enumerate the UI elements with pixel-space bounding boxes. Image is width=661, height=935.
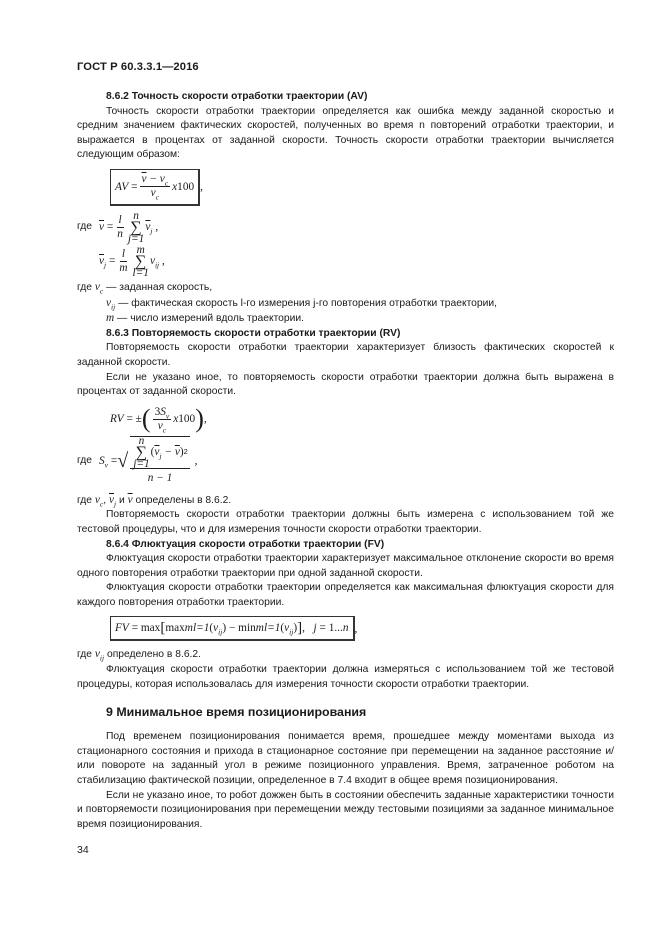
- heading-8-6-2: 8.6.2 Точность скорости отработки траектории (AV): [106, 91, 368, 102]
- definition-vij: $v_{ij}$ — фактическая скорость l-го измерения j-го повторения отработки траектории,: [106, 296, 497, 311]
- paragraph-fv-procedure: Флюктуация скорости отработки траектории должна измеряться с использованием той же тестовой процедуры, которая использовалась для измерения точности скорости отработки траектории.: [77, 664, 614, 690]
- heading-8-6-3: 8.6.3 Повторяемость скорости отработки траектории (RV): [106, 327, 401, 339]
- formula-mean-vj: $\overline{v}_j$ = $\frac{l}{m}$ m ∑ l=1 $v_{ij}$ ,: [99, 243, 165, 279]
- formula-mean-v: где $\overline{v}$ = $\frac{l}{n}$ n ∑ j=1 $\overline{v}_j$ ,: [77, 209, 159, 245]
- definition-vc: где $v_c$ — заданная скорость,: [77, 280, 213, 296]
- paragraph-fv-max: Флюктуация скорости отработки траектории определяется как максимальная флюктуация скорости для каждого повторения отработки траектории.: [77, 582, 614, 608]
- paragraph-av-definition: Точность скорости отработки траектории определяется как ошибка между заданной скоростью и средним значением фактических скоростей, полученных во время n повторений отработки траектории, и выражается в процентах от заданной скорости. Точность скорости отработки траектории вычисляется следующим образом:: [77, 105, 614, 161]
- formula-av-frame: AV = $\frac{\overline{v} - v_c}{v_c}$ x 100: [110, 169, 200, 206]
- definition-m: m — число измерений вдоль траектории.: [106, 312, 304, 325]
- paragraph-positioning-requirements: Если не указано иное, то робот дожжен быть в состоянии обеспечить заданные характеристики точности и повторяемости позиционирования при перемещении между тестовыми позициями за заданное минимальное время позиционирования.: [77, 789, 614, 830]
- standard-header: ГОСТ Р 60.3.3.1—2016: [77, 61, 199, 73]
- heading-8-6-4: 8.6.4 Флюктуация скорости отработки траектории (FV): [106, 538, 385, 550]
- page-content: [77, 90, 614, 832]
- definition-fv-vars: где $v_{ij}$ определено в 8.6.2.: [77, 648, 201, 663]
- heading-section-9: 9 Минимальное время позиционирования: [106, 705, 367, 720]
- paragraph-rv-procedure: Повторяемость скорости отработки траектории должны быть измерена с использованием той же тестовой процедуры, что и для измерения точности скорости отработки траектории.: [77, 509, 614, 535]
- formula-fv-frame: FV = max [ max m l=1 ( $v_{ij}$ ) − min m l=1 ( $v_{ij}$ ) ] , j = 1... n: [110, 616, 355, 641]
- formula-sv: где $S_v$ = √ n ∑ j=1 ( $\overline{v}_j - \overline{v}$ ) 2 n − 1 ,: [77, 436, 614, 487]
- formula-fv: FV = max [ max m l=1 ( $v_{ij}$ ) − min m l=1 ( $v_{ij}$ ) ] , j = 1... n ,: [77, 616, 614, 641]
- paragraph-rv-percent: Если не указано иное, то повторяемость скорости отработки траектории должна быть выражена в процентах от заданной скорости.: [77, 371, 614, 398]
- definition-rv-vars: где $v_c$, $\overline{v}_j$ и $\overline{v}$ определены в 8.6.2.: [77, 493, 232, 508]
- paragraph-fv-definition: Флюктуация скорости отработки траектории характеризует максимальное отклонение скорости во время одного повторения отработки траектории при одной заданной скорости.: [77, 553, 614, 579]
- paragraph-rv-definition: Повторяемость скорости отработки траектории характеризует близость фактических скоростей к заданной скорости.: [77, 342, 614, 368]
- page-number: 34: [77, 844, 89, 856]
- formula-av: AV = $\frac{\overline{v} - v_c}{v_c}$ x 100 ,: [77, 169, 614, 206]
- formula-rv: RV = ± ( $\frac{3S_v}{v_c}$ x 100 ) ,: [110, 404, 207, 434]
- paragraph-positioning-time: Под временем позиционирования понимается время, прошедшее между моментами выхода из стационарного состояния и прихода в стационарное состояние при перемещении на заданное расстояние и/или повороте на заданный угол в режиме позиционного управления. Время, затраченное роботом на стабилизацию фактической позиции, определенное в 7.4 входит в общее время позиционирования.: [77, 731, 614, 787]
